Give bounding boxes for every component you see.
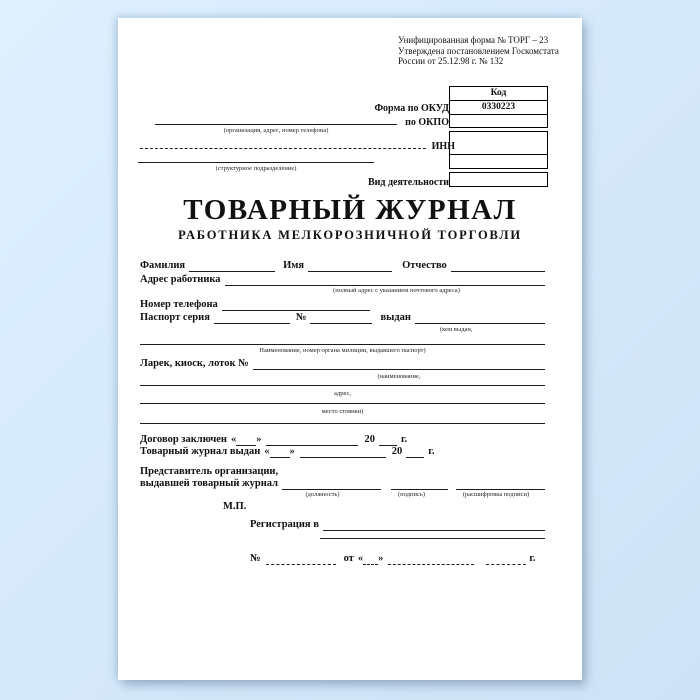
- stall-row: [140, 358, 545, 370]
- registration-label: Регистрация в: [250, 519, 319, 530]
- okud-label: Форма по ОКУД: [374, 103, 449, 114]
- position-hint: (должность): [305, 491, 340, 498]
- open-quote: «: [357, 553, 364, 564]
- close-quote: »: [378, 553, 384, 564]
- contract-date-row: [140, 434, 545, 446]
- inn-code-cell: [449, 131, 548, 155]
- passport-row: [140, 312, 545, 324]
- document-page: [118, 18, 582, 680]
- division-blank-line: [138, 152, 374, 163]
- surname-blank-line: [189, 261, 275, 272]
- stall-name-blank-line: [253, 359, 545, 370]
- phone-row: [140, 299, 545, 311]
- position-blank-line: [282, 479, 381, 490]
- passport-issued-label: выдан: [380, 312, 411, 323]
- registration-number-blank: [266, 554, 336, 565]
- open-quote: «: [264, 446, 270, 457]
- activity-code-cell: [449, 172, 548, 187]
- passport-issuer-hint-top: (кем выдан,: [440, 326, 473, 333]
- registration-day-blank: [363, 554, 378, 565]
- stall-label: Ларек, киоск, лоток №: [140, 358, 249, 369]
- contract-year-suffix: г.: [400, 434, 408, 445]
- passport-issuer-blank-line: [415, 313, 545, 324]
- registration-year-suffix: г.: [529, 553, 536, 564]
- stall-address-hint: адрес,: [334, 390, 351, 397]
- registration-number-label: №: [250, 553, 261, 564]
- close-quote: »: [256, 434, 262, 445]
- document-title: ТОВАРНЫЙ ЖУРНАЛ: [183, 194, 517, 226]
- address-row: [140, 274, 545, 286]
- inn-label: ИНН: [431, 141, 455, 152]
- firstname-blank-line: [308, 261, 392, 272]
- stall-location-hint: место стоянки): [321, 408, 364, 415]
- code-table: [449, 86, 548, 187]
- passport-issuer-blank-line-2: [140, 336, 545, 345]
- address-label: Адрес работника: [140, 274, 221, 285]
- division-hint: (структурное подразделение): [215, 165, 297, 172]
- registration-blank-line-2: [320, 530, 545, 539]
- passport-issuer-hint-bottom: Наименование, номер органа милиции, выдавшего паспорт): [259, 347, 426, 354]
- passport-number-blank-line: [310, 313, 372, 324]
- name-row: [140, 260, 545, 272]
- issuer-sign-row: [140, 478, 545, 490]
- stall-location-blank-line: [140, 395, 545, 404]
- form-reference-line: России от 25.12.98 г. № 132: [398, 56, 504, 66]
- journal-date-row: [140, 446, 545, 458]
- issuer-line2: выдавшей товарный журнал: [140, 478, 278, 489]
- decoded-signature-blank-line: [456, 479, 545, 490]
- okud-code-cell: 0330223: [449, 100, 548, 115]
- journal-month-blank: [300, 447, 386, 458]
- stall-extra-blank-line: [140, 415, 545, 424]
- contract-year-blank: [379, 435, 397, 446]
- journal-year-suffix: г.: [428, 446, 435, 457]
- journal-century: 20: [391, 446, 403, 457]
- registration-number-row: [250, 553, 536, 565]
- address-hint: (полный адрес с указанием почтового адреса): [333, 287, 460, 294]
- document-subtitle: РАБОТНИКА МЕЛКОРОЗНИЧНОЙ ТОРГОВЛИ: [178, 228, 522, 242]
- stamp-place-label: М.П.: [223, 501, 247, 512]
- address-blank-line: [225, 275, 545, 286]
- phone-blank-line: [222, 300, 370, 311]
- contract-month-blank: [266, 435, 358, 446]
- contract-day-blank: [236, 435, 256, 446]
- registration-from-label: от: [343, 553, 354, 564]
- form-reference-line: Унифицированная форма № ТОРГ – 23: [398, 35, 549, 45]
- passport-series-label: Паспорт серия: [140, 312, 210, 323]
- signature-blank-line: [391, 479, 448, 490]
- registration-year-blank: [486, 554, 526, 565]
- organization-blank-line: [155, 114, 397, 125]
- form-reference-block: [398, 35, 568, 67]
- patronymic-label: Отчество: [402, 260, 447, 271]
- activity-label: Вид деятельности: [367, 177, 449, 188]
- empty-code-cell: [449, 154, 548, 169]
- surname-label: Фамилия: [140, 260, 186, 271]
- form-reference-line: Утверждена постановлением Госкомстата: [398, 45, 559, 56]
- journal-day-blank: [270, 447, 290, 458]
- passport-series-blank-line: [214, 313, 290, 324]
- stall-name-hint: (наименование,: [377, 373, 421, 380]
- issuer-line1: Представитель организации,: [140, 466, 279, 477]
- journal-label: Товарный журнал выдан: [140, 446, 261, 457]
- firstname-label: Имя: [283, 260, 305, 271]
- close-quote: »: [289, 446, 295, 457]
- signature-hint: (подпись): [398, 491, 425, 498]
- contract-century: 20: [364, 434, 375, 445]
- journal-year-blank: [406, 447, 424, 458]
- contract-label: Договор заключен: [140, 434, 227, 445]
- open-quote: «: [230, 434, 237, 445]
- stall-address-blank-line: [140, 377, 545, 386]
- okpo-label: по ОКПО: [405, 117, 449, 128]
- patronymic-blank-line: [451, 261, 545, 272]
- decoded-signature-hint: (расшифровка подписи): [462, 491, 530, 498]
- passport-number-label: №: [295, 312, 307, 323]
- phone-label: Номер телефона: [140, 299, 218, 310]
- code-table-header: Код: [449, 86, 548, 101]
- registration-month-blank: [388, 554, 474, 565]
- okpo-code-cell: [449, 114, 548, 128]
- inn-blank-line: [140, 138, 426, 149]
- organization-hint: (организация, адрес, номер телефона): [223, 127, 329, 134]
